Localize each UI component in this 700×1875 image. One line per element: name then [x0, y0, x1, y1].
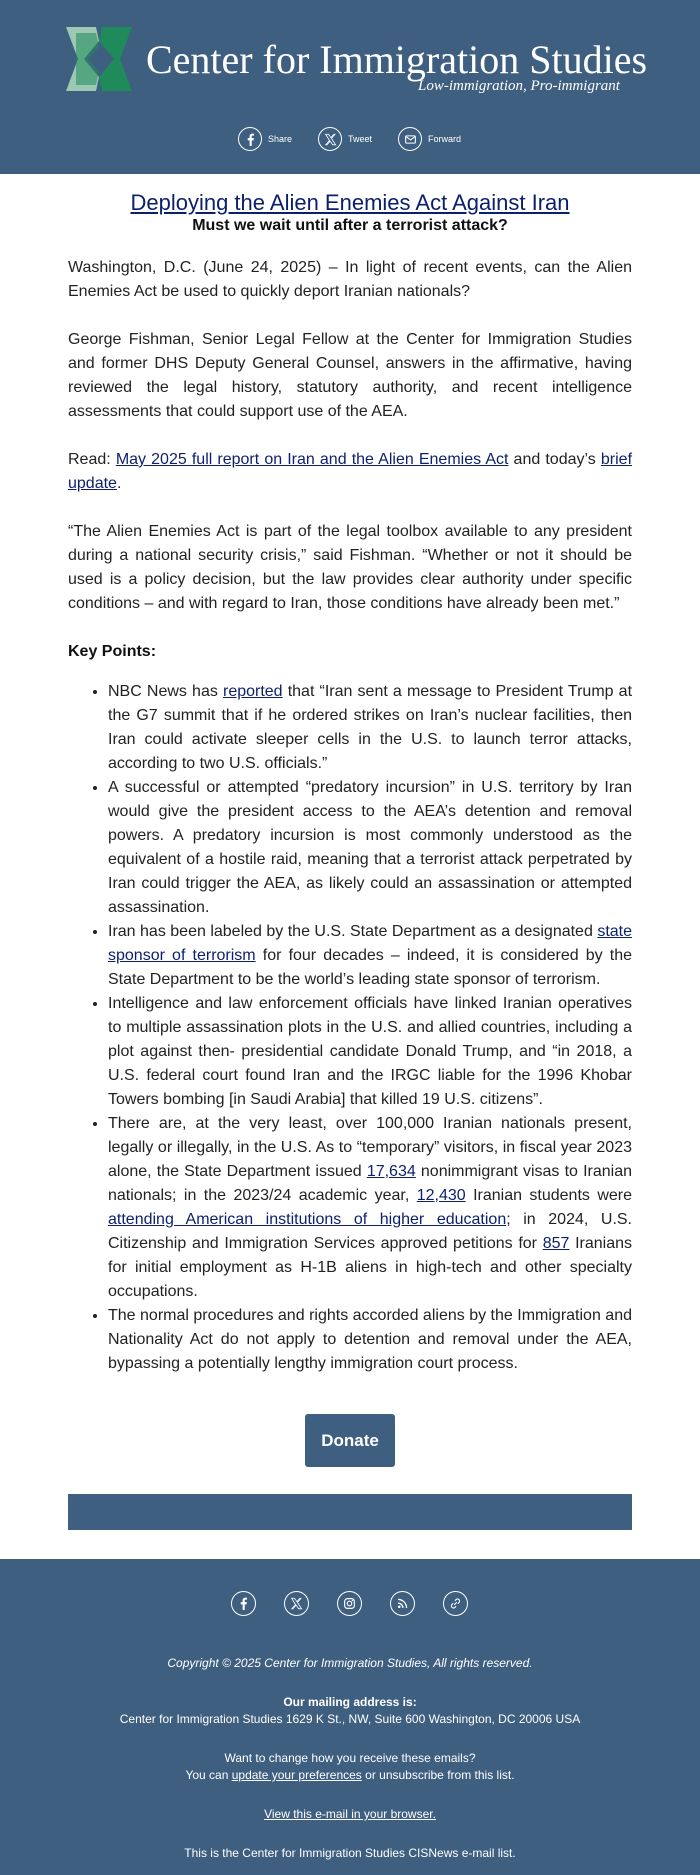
key-points-title: Key Points:: [68, 643, 157, 660]
mailing-address: Center for Immigration Studies 1629 K St., NW, Suite 600 Washington, DC 20006 USA: [119, 1712, 581, 1726]
quote-paragraph: “The Alien Enemies Act is part of the legal toolbox available to any president during a national security crisis,” said Fishman. “Whether or not it should be used is a policy decision, but the law provides clear authority under specific conditions – and with regard to Iran, those conditions have already been met.”: [68, 523, 632, 612]
email-footer: [0, 1559, 700, 1875]
facebook-icon: [238, 127, 262, 151]
email-header: [0, 0, 700, 174]
article-body: [68, 190, 632, 1376]
h1b-petitions-link[interactable]: 857: [542, 1235, 570, 1252]
list-item: • Iran has been labeled by the U.S. State Department as a designated state sponsor of terrorism for four decades – indeed, it is considered by the State Department to be the world’s leading state sponsor of terrorism.: [108, 920, 632, 992]
list-item: • The normal procedures and rights accorded aliens by the Immigration and Nationality Act do not apply to detention and removal under the AEA, bypassing a potentially lengthy immigration court process.: [108, 1304, 632, 1376]
share-facebook-button[interactable]: [238, 126, 292, 152]
visas-link[interactable]: 17,634: [366, 1163, 416, 1180]
facebook-icon[interactable]: [231, 1591, 256, 1616]
headline-link[interactable]: Deploying the Alien Enemies Act Against Iran: [130, 190, 570, 215]
list-note: This is the Center for Immigration Studies CISNews e-mail list.: [184, 1846, 516, 1860]
instagram-icon[interactable]: [337, 1591, 362, 1616]
tweet-label: Tweet: [348, 134, 373, 144]
list-item: • A successful or attempted “predatory incursion” in U.S. territory by Iran would give the president access to the AEA’s detention and removal powers. A predatory incursion is most commonly understood as the equivalent of a hostile raid, meaning that a terrorist attack perpetrated by Iran could trigger the AEA, as likely could an assassination or attempted assassination.: [108, 776, 632, 920]
org-name: Center for Immigration Studies: [146, 37, 648, 82]
view-in-browser-link[interactable]: View this e-mail in your browser.: [264, 1807, 436, 1821]
list-item: • Intelligence and law enforcement officials have linked Iranian operatives to multiple assassination plots in the U.S. and allied countries, including a plot against then- presidential candidate Donald Trump, and “in 2018, a U.S. federal court found Iran and the IRGC liable for the 1996 Khobar Towers bombing [in Saudi Arabia] that killed 19 U.S. citizens”.: [108, 992, 632, 1112]
state-sponsor-link[interactable]: state sponsor of terrorism: [108, 923, 632, 964]
headline: [68, 190, 632, 216]
share-bar: [0, 126, 700, 152]
x-twitter-icon[interactable]: [284, 1591, 309, 1616]
fishman-paragraph: George Fishman, Senior Legal Fellow at the Center for Immigration Studies and former DHS Deputy General Counsel, answers in the affirmative, having reviewed the legal history, statutory authority, and recent intelligence assessments that could support use of the AEA.: [68, 331, 632, 420]
share-label: Share: [268, 134, 293, 144]
brief-update-link[interactable]: brief update: [68, 451, 633, 492]
cis-logo-icon: [66, 27, 132, 91]
intro-paragraph: Washington, D.C. (June 24, 2025) – In light of recent events, can the Alien Enemies Act be used to quickly deport Iranian nationals?: [68, 259, 632, 300]
mail-icon: [398, 127, 422, 151]
donate-button[interactable]: Donate: [305, 1414, 395, 1467]
x-twitter-icon: [318, 127, 342, 151]
share-twitter-button[interactable]: [318, 126, 372, 152]
donate-section: [0, 1414, 700, 1467]
rss-icon[interactable]: [390, 1591, 415, 1616]
mailing-title: Our mailing address is:: [283, 1695, 417, 1709]
subheadline: Must we wait until after a terrorist attack?: [192, 217, 508, 234]
social-links: [0, 1591, 700, 1617]
key-points-list: [108, 680, 632, 1376]
read-paragraph: Read: May 2025 full report on Iran and the Alien Enemies Act and today’s brief update.: [68, 451, 633, 492]
website-link-icon[interactable]: [443, 1591, 468, 1616]
list-item: • There are, at the very least, over 100,000 Iranian nationals present, legally or illegally, in the U.S. As to “temporary” visitors, in fiscal year 2023 alone, the State Department issued 17,634 nonimmigrant visas to Iranian nationals; in the 2023/24 academic year, 12,430 Iranian students were attending American institutions of higher education; in 2024, U.S. Citizenship and Immigration Services approved petitions for 857 Iranians for initial employment as H-1B aliens in high-tech and other specialty occupations.: [108, 1112, 632, 1304]
forward-button[interactable]: [398, 126, 461, 152]
higher-education-link[interactable]: attending American institutions of higher education: [108, 1211, 507, 1228]
students-link[interactable]: 12,430: [416, 1187, 466, 1204]
list-item: • NBC News has reported that “Iran sent a message to President Trump at the G7 summit that if he ordered strikes on Iran’s nuclear facilities, then Iran could activate sleeper cells in the U.S. to launch terror attacks, according to two U.S. officials.”: [108, 680, 632, 776]
copyright: Copyright © 2025 Center for Immigration Studies, All rights reserved.: [167, 1656, 533, 1670]
preferences-line: You can update your preferences or unsubscribe from this list.: [185, 1768, 515, 1782]
divider-bar: [68, 1494, 632, 1530]
reported-link[interactable]: reported: [222, 683, 283, 700]
full-report-link[interactable]: May 2025 full report on Iran and the Alien Enemies Act: [115, 451, 509, 468]
update-preferences-link[interactable]: update your preferences: [231, 1768, 362, 1782]
browser-line: [0, 1806, 700, 1822]
forward-label: Forward: [428, 134, 462, 144]
org-tagline: Low-immigration, Pro-immigrant: [418, 78, 620, 94]
change-question: Want to change how you receive these emails?: [224, 1751, 476, 1765]
